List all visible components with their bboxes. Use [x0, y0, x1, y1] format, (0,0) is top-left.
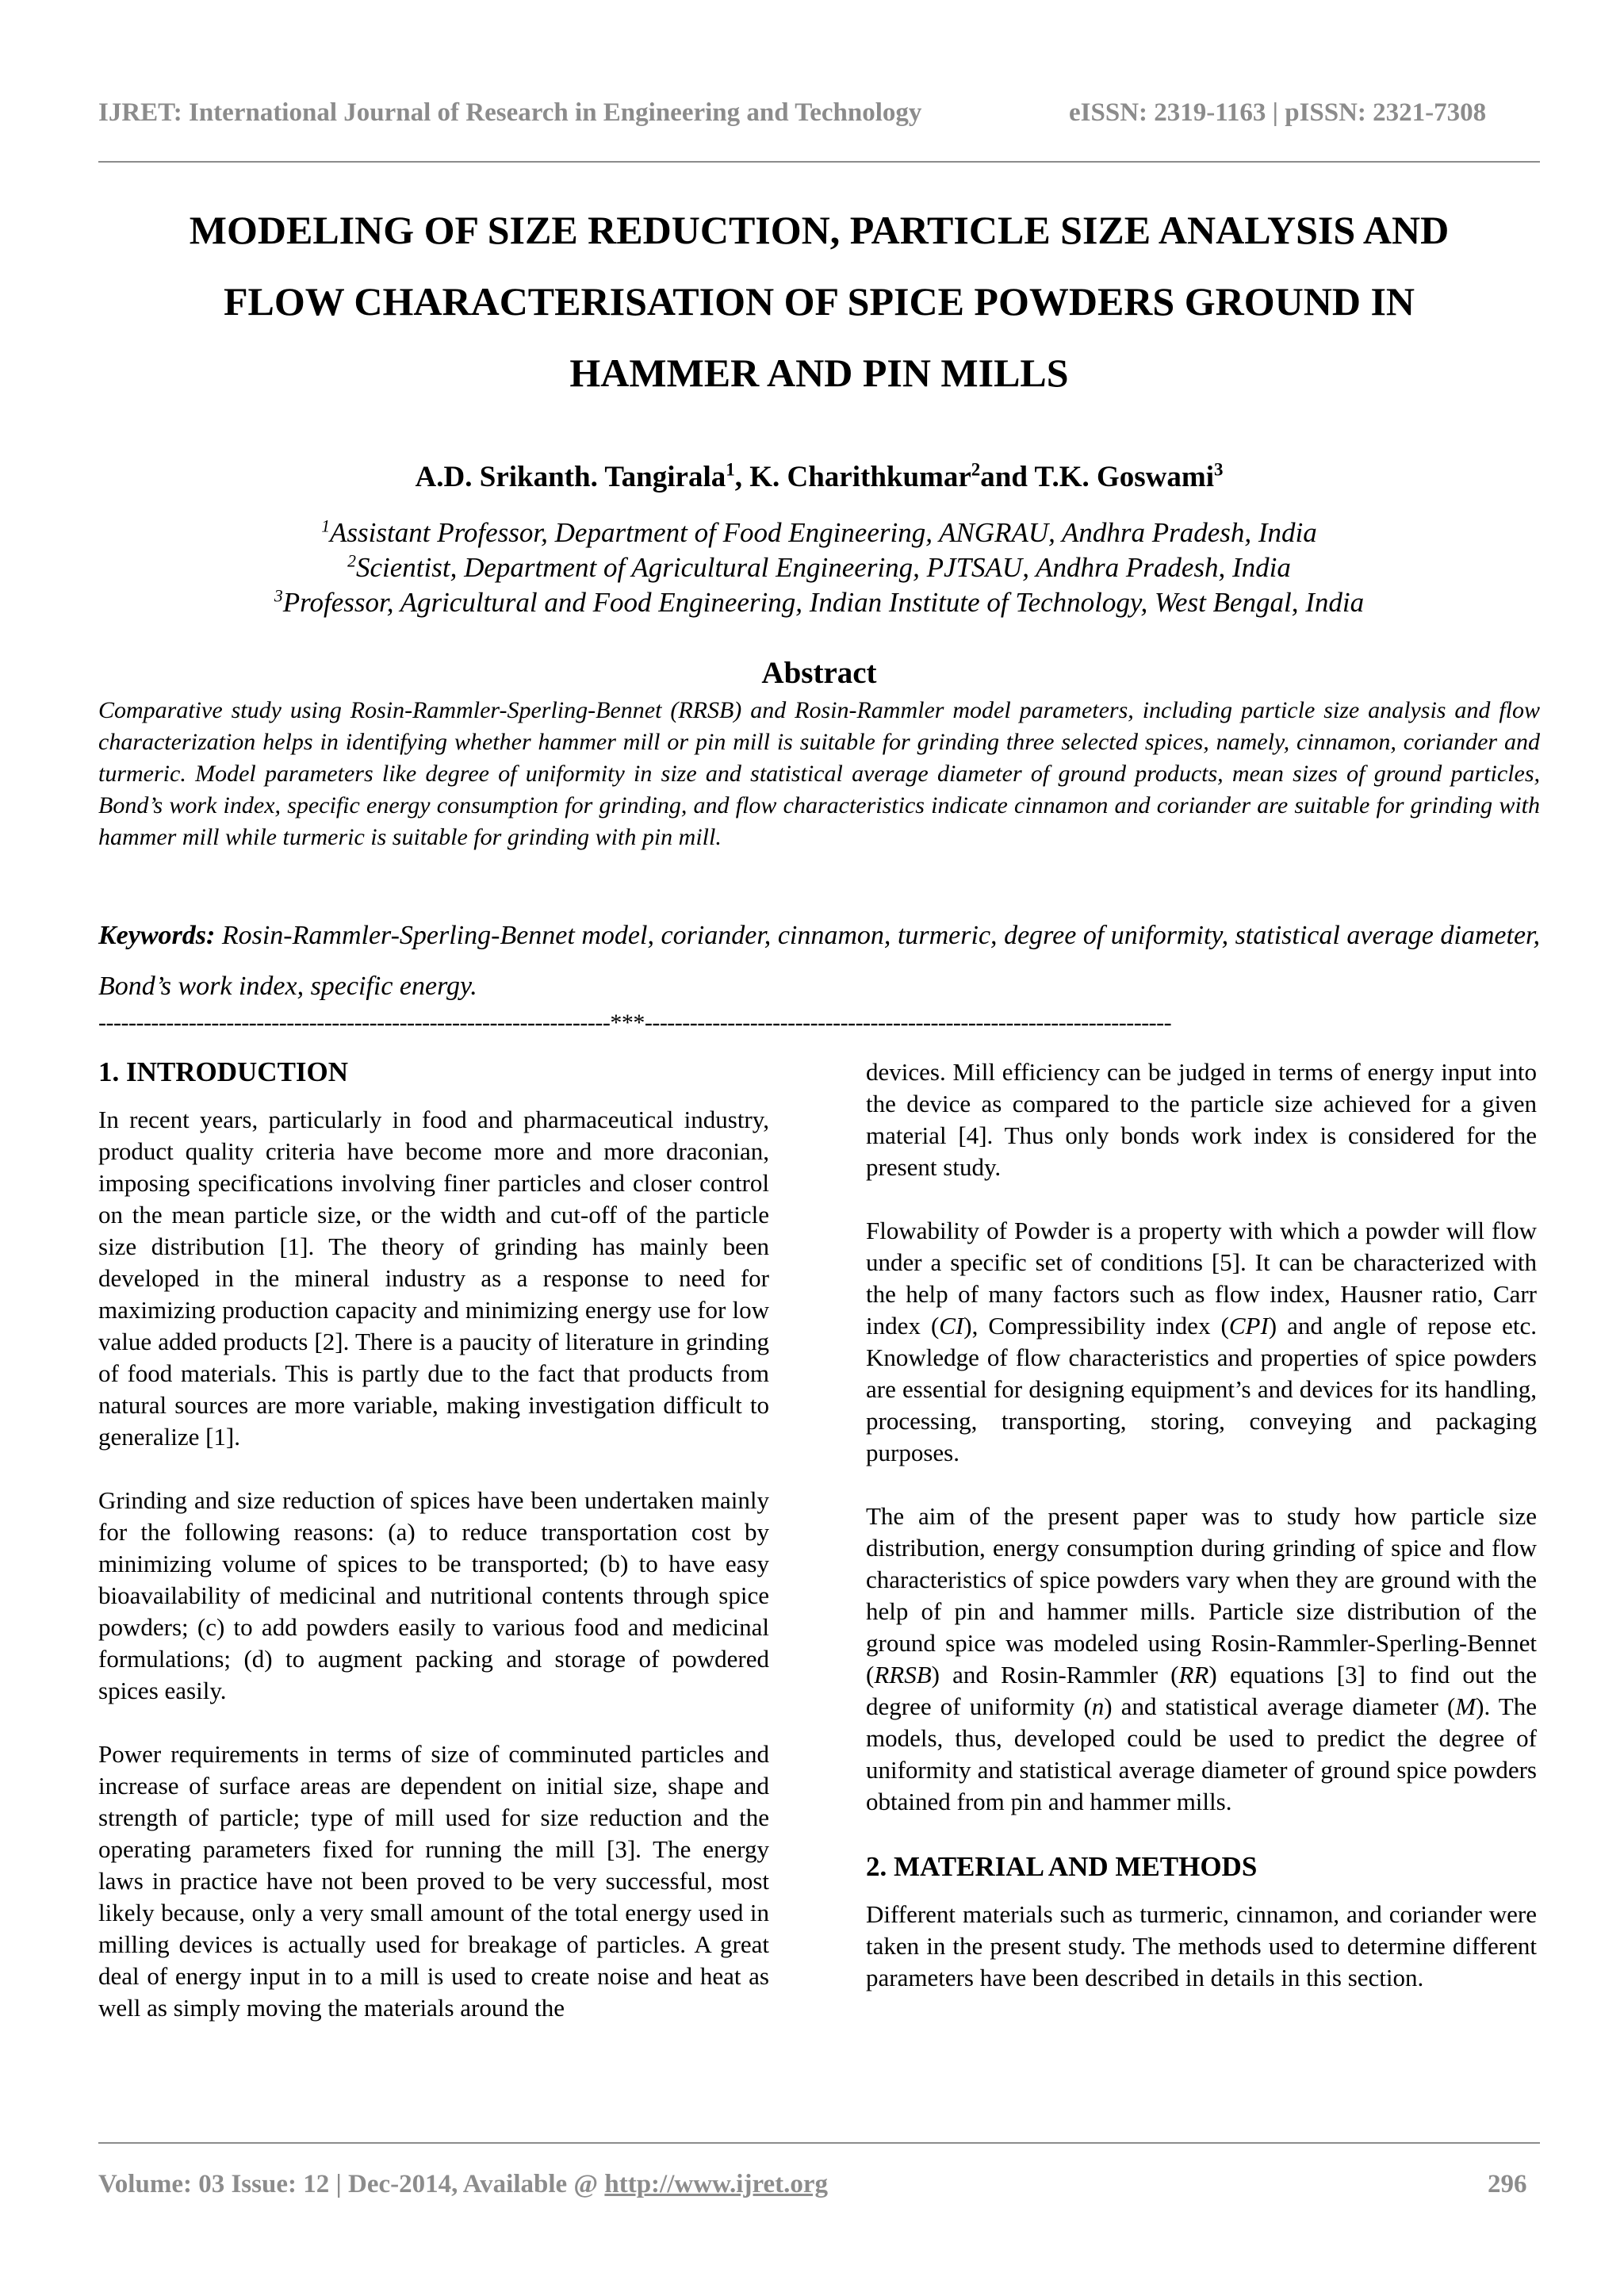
p6-text-c: ) equations [3] to find out the degree of uniformity (: [866, 1661, 1537, 1720]
author-2-sup: 2: [971, 459, 981, 480]
intro-paragraph-6: [866, 1501, 1537, 1818]
keywords-label: Keywords:: [98, 921, 216, 950]
header-rule: [98, 161, 1540, 163]
affiliation-1-sup: 1: [321, 516, 331, 536]
p5-text-c: ) and angle of repose etc. Knowledge of flow characteristics and properties of spice powders are essential for designing equipment’s and devices for its handling, processing, transporting, storing, conveying and packaging purposes.: [866, 1312, 1537, 1466]
author-sep-2: and: [980, 461, 1035, 493]
p6-text-d: ) and statistical average diameter (: [1104, 1692, 1456, 1720]
affiliation-2-text: Scientist, Department of Agricultural Engineering, PJTSAU, Andhra Pradesh, India: [355, 552, 1291, 583]
p6-rr: RR: [1178, 1661, 1209, 1688]
title-line-1: MODELING OF SIZE REDUCTION, PARTICLE SIZE ANALYSIS AND: [189, 208, 1450, 252]
p5-ci: CI: [939, 1312, 964, 1340]
title-line-3: HAMMER AND PIN MILLS: [569, 351, 1069, 395]
author-sep-1: ,: [734, 461, 750, 493]
authors: [98, 460, 1540, 494]
intro-heading: 1. INTRODUCTION: [98, 1056, 349, 1087]
affiliation-2: [98, 550, 1540, 585]
author-2: K. Charithkumar: [749, 461, 971, 493]
affiliation-2-sup: 2: [347, 551, 356, 571]
p6-rrsb: RRSB: [874, 1661, 932, 1688]
left-column: [98, 1055, 769, 2056]
author-1-sup: 1: [726, 459, 735, 480]
affiliation-3-text: Professor, Agricultural and Food Engineering, Indian Institute of Technology, West Bengal, India: [282, 587, 1365, 618]
keywords: [98, 910, 1540, 1012]
author-1: A.D. Srikanth. Tangirala: [415, 461, 726, 493]
p6-text-a: The aim of the present paper was to study how particle size distribution, energy consumption during grinding of spice and flow characteristics of spice powders vary when they are ground with the help of pin and hammer mills. Particle size distribution of the ground spice was modeled using Rosin-Rammler-Sperling-Bennet (: [866, 1502, 1537, 1688]
methods-paragraph-1: Different materials such as turmeric, cinnamon, and coriander were taken in the present study. The methods used to determine different parameters have been described in details in this section.: [866, 1900, 1537, 1991]
p5-text-a: Flowability of Powder is a property with which a powder will flow under a specific set of conditions [5]. It can be characterized with the help of many factors such as flow index, Hausner ratio, Carr index (: [866, 1217, 1537, 1340]
intro-paragraph-4: devices. Mill efficiency can be judged in terms of energy input into the device as compared to the particle size achieved for a given material [4]. Thus only bonds work index is considered for the present study.: [866, 1058, 1537, 1181]
paper-title: [98, 194, 1540, 408]
footer-rule: [98, 2142, 1540, 2144]
p6-text-e: ). The models, thus, developed could be used to predict the degree of uniformity and statistical average diameter of ground spice powders obtained from pin and hammer mills.: [866, 1692, 1537, 1815]
p6-text-b: ) and Rosin-Rammler (: [931, 1661, 1179, 1688]
footer-link[interactable]: http://www.ijret.org: [604, 2170, 829, 2198]
p6-n: n: [1091, 1692, 1105, 1720]
footer-volume-text: Volume: 03 Issue: 12 | Dec-2014, Available @: [98, 2170, 605, 2198]
affiliation-3: [98, 585, 1540, 620]
affiliation-1-text: Assistant Professor, Department of Food Engineering, ANGRAU, Andhra Pradesh, India: [330, 517, 1317, 548]
affiliation-1: [98, 516, 1540, 550]
abstract-text: Comparative study using Rosin-Rammler-Sperling-Bennet (RRSB) and Rosin-Rammler model parameters, including particle size analysis and flow characterization helps in identifying whether hammer mill or pin mill is suitable for grinding three selected spices, namely, cinnamon, coriander and turmeric. Model parameters like degree of uniformity in size and statistical average diameter of ground products, mean sizes of ground particles, Bond’s work index, specific energy consumption for grinding, and flow characteristics indicate cinnamon and coriander are suitable for grinding with hammer mill while turmeric is suitable for grinding with pin mill.: [98, 697, 1540, 850]
p6-m: M: [1455, 1692, 1477, 1720]
keywords-text: Rosin-Rammler-Sperling-Bennet model, coriander, cinnamon, turmeric, degree of uniformity, statistical average diameter, Bond’s work index, specific energy.: [98, 921, 1540, 1001]
intro-paragraph-3: Power requirements in terms of size of comminuted particles and increase of surface areas are dependent on initial size, shape and strength of particle; type of mill used for size reduction and the operating parameters fixed for running the mill [3]. The energy laws in practice have not been proved to be very successful, most likely because, only a very small amount of the total energy used in milling devices is actually used for breakage of particles. A great deal of energy input in to a mill is used to create noise and heat as well as simply moving the materials around the: [98, 1740, 769, 2022]
abstract-heading: Abstract: [761, 656, 877, 690]
author-3: T.K. Goswami: [1034, 461, 1214, 493]
title-line-2: FLOW CHARACTERISATION OF SPICE POWDERS GROUND IN: [223, 279, 1415, 324]
journal-name: IJRET: International Journal of Research in Engineering and Technology: [98, 98, 922, 127]
p5-text-b: ), Compressibility index (: [963, 1312, 1229, 1340]
section-separator: --------------------------------------------------------------------***----------------------------------------------------------------------: [98, 1010, 1172, 1036]
intro-paragraph-2: Grinding and size reduction of spices have been undertaken mainly for the following reasons: (a) to reduce transportation cost by minimizing volume of spices to be transported; (b) to have easy bioavailability of medicinal and nutritional contents through spice powders; (c) to add powders easily to various food and medicinal formulations; (d) to augment packing and storage of powdered spices easily.: [98, 1486, 769, 1704]
author-3-sup: 3: [1213, 459, 1224, 480]
intro-paragraph-5: [866, 1215, 1537, 1469]
page-number: 296: [1488, 2170, 1527, 2198]
p5-cpi: CPI: [1228, 1312, 1269, 1340]
affiliations: [98, 516, 1540, 620]
intro-paragraph-1: In recent years, particularly in food and pharmaceutical industry, product quality criteria have become more and more draconian, imposing specifications involving finer particles and closer control on the mean particle size, or the width and cut-off of the particle size distribution [1]. The theory of grinding has mainly been developed in the mineral industry as a response to need for maximizing production capacity and minimizing energy use for low value added products [2]. There is a paucity of literature in grinding of food materials. This is partly due to the fact that products from natural sources are more variable, making investigation difficult to generalize [1].: [98, 1106, 769, 1451]
methods-heading: 2. MATERIAL AND METHODS: [866, 1851, 1258, 1882]
footer-volume: [98, 2170, 828, 2199]
right-column: [866, 1056, 1537, 2026]
issn: eISSN: 2319-1163 | pISSN: 2321-7308: [1069, 98, 1487, 127]
affiliation-3-sup: 3: [274, 586, 283, 606]
